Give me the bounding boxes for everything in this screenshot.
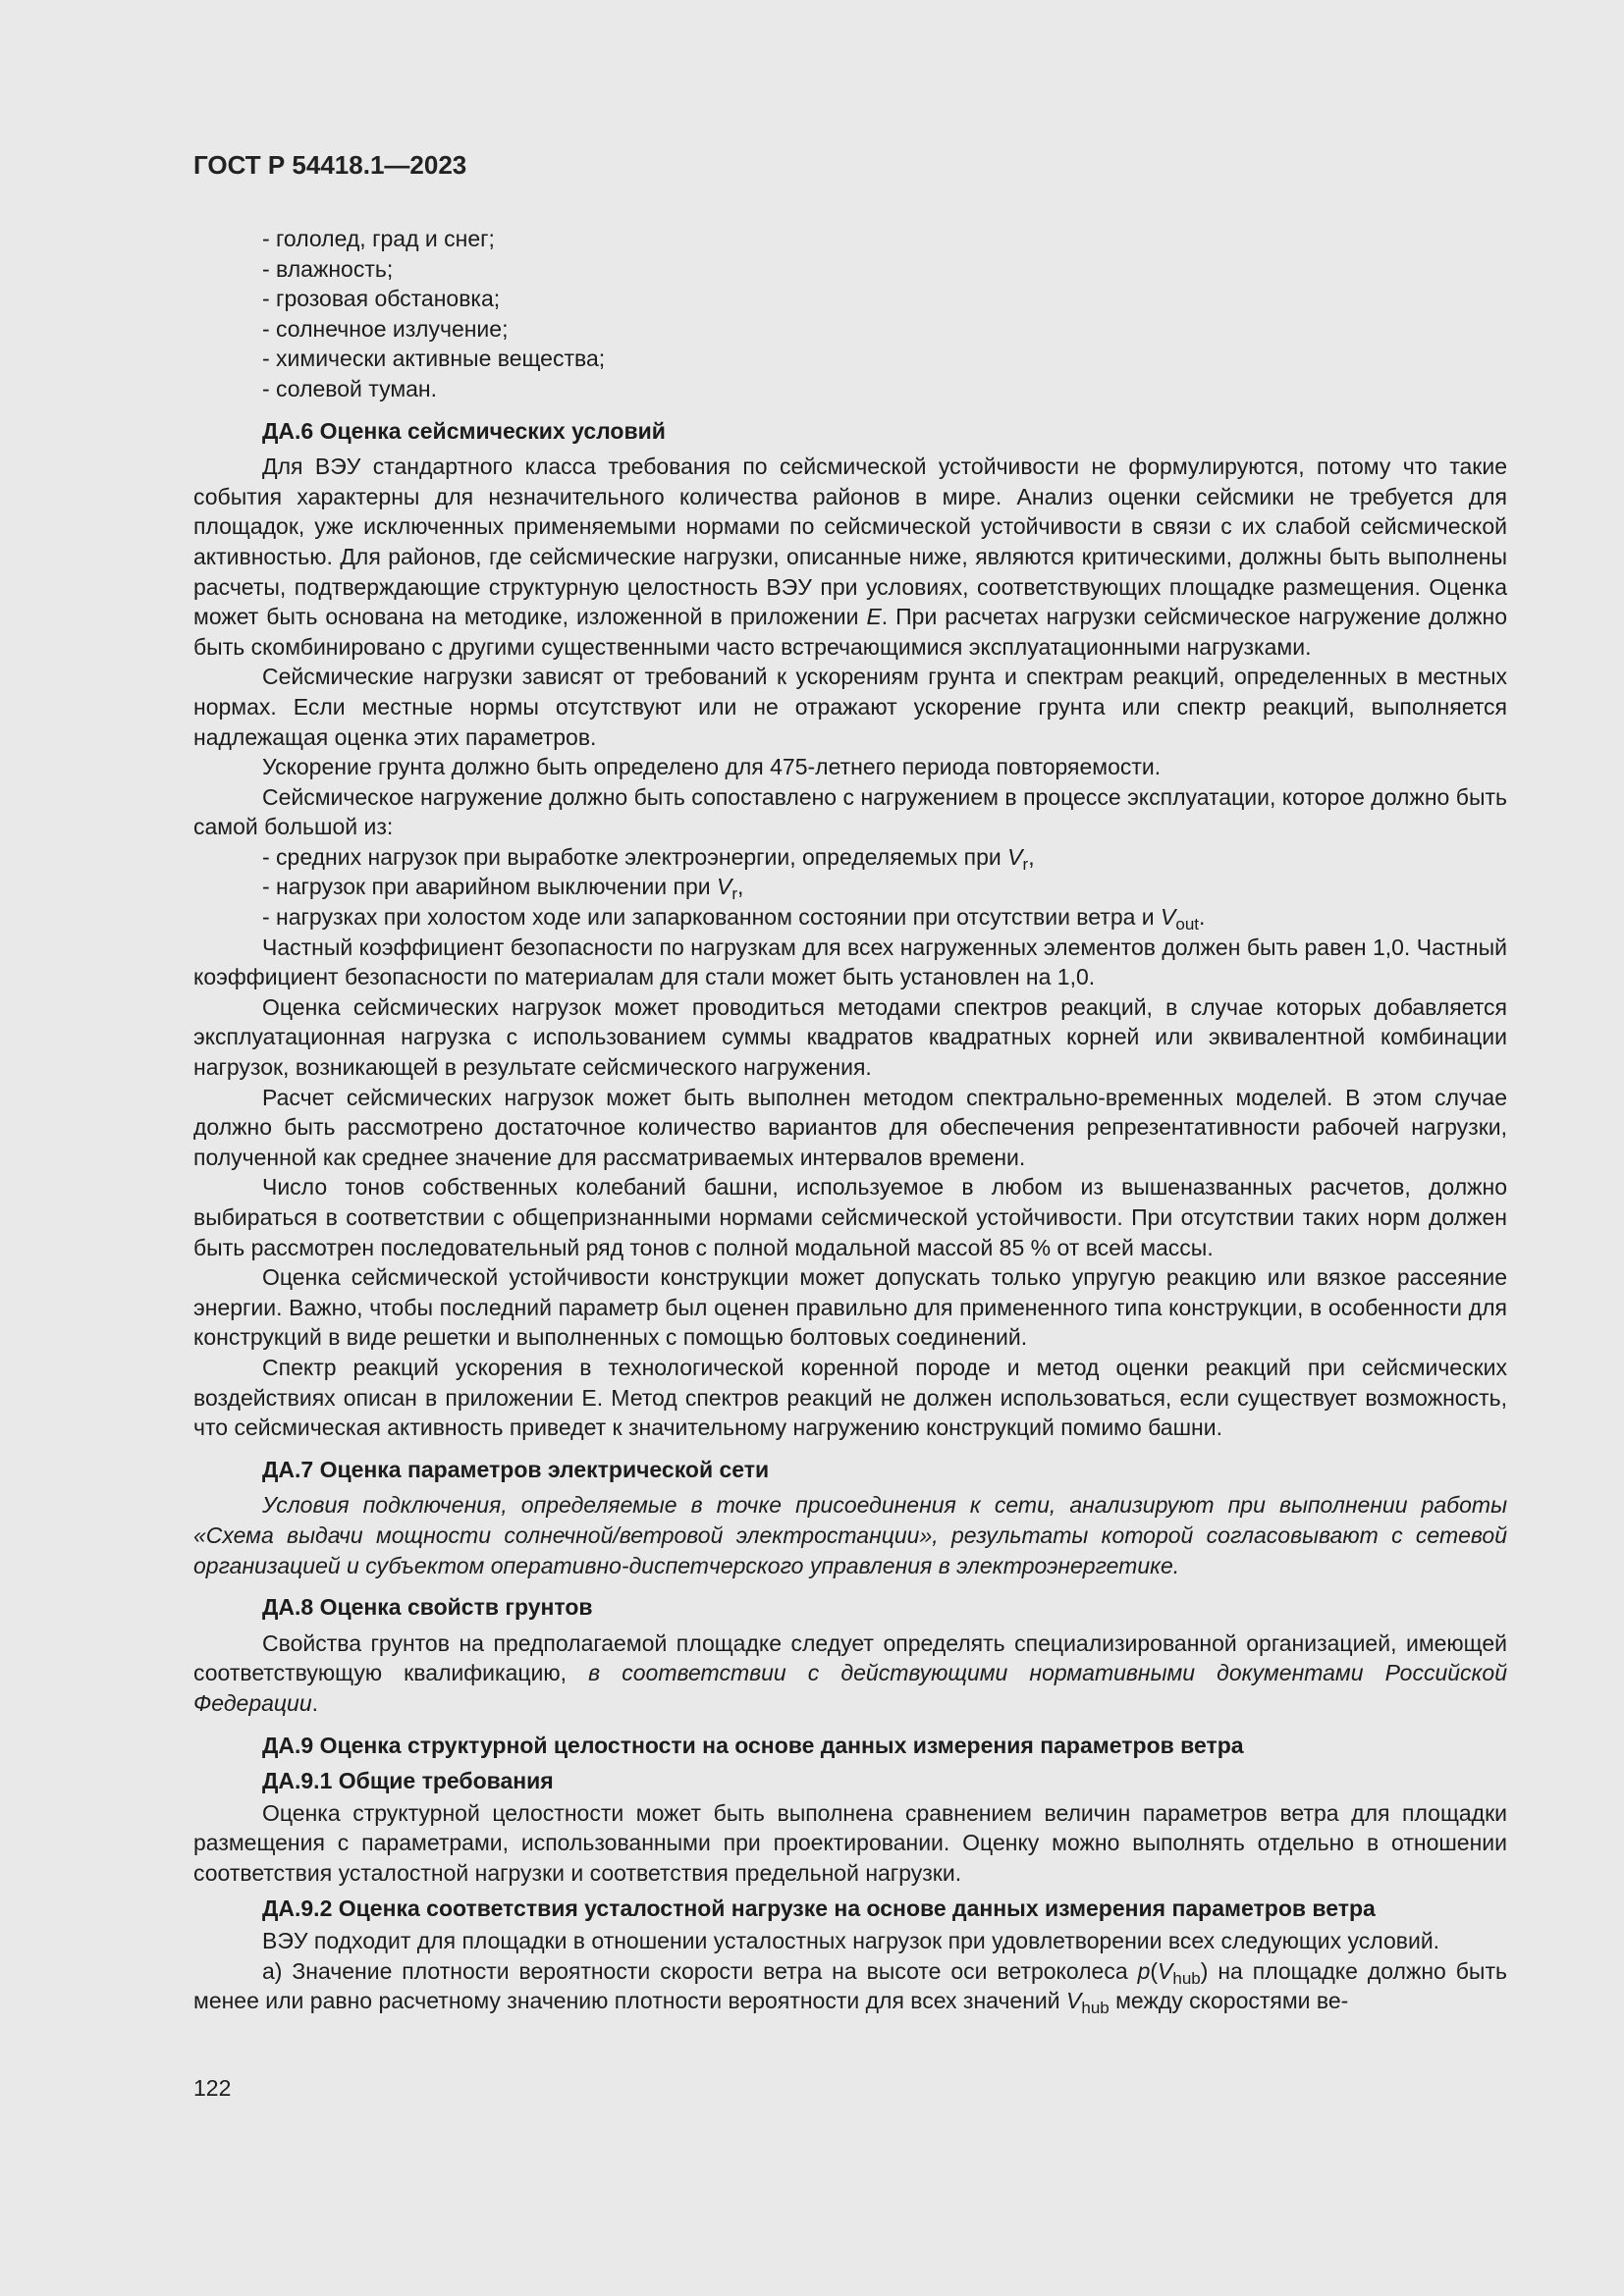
list-item: - влажность; bbox=[262, 255, 394, 282]
paragraph: а) Значение плотности вероятности скорости ветра на высоте оси ветроколеса $p(V_{hub})$ на площадке должно быть менее или равно расчетному значению плотности вероятности для всех значений $V_{hub}$ между скоростями ве- bbox=[193, 1957, 1507, 2018]
paragraph: ВЭУ подходит для площадки в отношении усталостных нагрузок при удовлетворении всех следующих условий. bbox=[262, 1928, 1440, 1954]
conditions-list bbox=[193, 224, 1507, 404]
list-item: - грозовая обстановка; bbox=[262, 286, 501, 312]
subsection-heading-da9-1: ДА.9.1 Общие требования bbox=[262, 1768, 554, 1794]
paragraph: Сейсмические нагрузки зависят от требований к ускорениям грунта и спектрам реакций, определенных в местных нормах. Если местные нормы отсутствуют или не отражают ускорение грунта или спектр реакций, выполняется надлежащая оценка этих параметров. bbox=[193, 664, 1507, 750]
paragraph: Свойства грунтов на предполагаемой площадке следует определять специализированной организацией, имеющей соответствующую квалификацию, в соответствии с действующими нормативными документами Российской Федерации. bbox=[193, 1629, 1508, 1716]
document-header: ГОСТ Р 54418.1—2023 bbox=[193, 150, 467, 180]
section-heading-da6: ДА.6 Оценка сейсмических условий bbox=[262, 417, 666, 444]
section-heading-da9: ДА.9 Оценка структурной целостности на основе данных измерения параметров ветра bbox=[262, 1732, 1244, 1758]
paragraph: Расчет сейсмических нагрузок может быть выполнен методом спектрально-временных моделей. В этом случае должно быть рассмотрено достаточное количество вариантов для обеспечения репрезентативности рабочей нагрузки, полученной как среднее значение для рассматриваемых интервалов времени. bbox=[193, 1084, 1507, 1170]
paragraph: Число тонов собственных колебаний башни, используемое в любом из вышеназванных расчетов, должно выбираться в соответствии с общепризнанными нормами сейсмической устойчивости. При отсутствии таких норм должен быть рассмотрен последовательный ряд тонов с полной модальной массой 85 % от всей массы. bbox=[193, 1174, 1507, 1260]
section-heading-da7: ДА.7 Оценка параметров электрической сети bbox=[262, 1456, 770, 1482]
subsection-heading-da9-2: ДА.9.2 Оценка соответствия усталостной нагрузке на основе данных измерения параметров ветра bbox=[262, 1896, 1376, 1922]
list-item: - нагрузках при холостом ходе или запаркованном состоянии при отсутствии ветра и $V_{out}$. bbox=[262, 904, 1206, 934]
paragraph: Оценка структурной целостности может быть выполнена сравнением величин параметров ветра для площадки размещения с параметрами, использованными при проектировании. Оценку можно выполнять отдельно в отношении соответствия усталостной нагрузки и соответствия предельной нагрузки. bbox=[193, 1799, 1507, 1886]
paragraph: Частный коэффициент безопасности по нагрузкам для всех нагруженных элементов должен быть равен 1,0. Частный коэффициент безопасности по материалам для стали может быть установлен на 1,0. bbox=[193, 934, 1507, 990]
page-content bbox=[193, 224, 1507, 2016]
list-item: - химически активные вещества; bbox=[262, 346, 606, 372]
paragraph: Условия подключения, определяемые в точке присоединения к сети, анализируют при выполнении работы «Схема выдачи мощности солнечной/ветровой электростанции», результаты которой согласовывают с сетевой организацией и субъектом оперативно-диспетчерского управления в электроэнергетике. bbox=[193, 1492, 1507, 1578]
list-item: - нагрузок при аварийном выключении при $V_r$, bbox=[262, 874, 744, 904]
list-item: - солевой туман. bbox=[262, 375, 438, 401]
list-item: - солнечное излучение; bbox=[262, 315, 509, 342]
page-number: 122 bbox=[193, 2075, 232, 2101]
paragraph: Оценка сейсмических нагрузок может проводиться методами спектров реакций, в случае которых добавляется эксплуатационная нагрузка с использованием суммы квадратов квадратных корней или эквивалентной комбинации нагрузок, возникающей в результате сейсмического нагружения. bbox=[193, 993, 1507, 1081]
paragraph: Ускорение грунта должно быть определено для 475-летнего периода повторяемости. bbox=[262, 754, 1162, 780]
section-heading-da8: ДА.8 Оценка свойств грунтов bbox=[262, 1594, 593, 1621]
paragraph: Для ВЭУ стандартного класса требования по сейсмической устойчивости не формулируются, потому что такие события характерны для незначительного количества районов в мире. Анализ оценки сейсмики не требуется для площадок, уже исключенных применяемыми нормами по сейсмической устойчивости в связи с их слабой сейсмической активностью. Для районов, где сейсмические нагрузки, описанные ниже, являются критическими, должны быть выполнены расчеты, подтверждающие структурную целостность ВЭУ при условиях, соответствующих площадке размещения. Оценка может быть основана на методике, изложенной в приложении Е. При расчетах нагрузки сейсмическое нагружение должно быть скомбинировано с другими существенными часто встречающимися эксплуатационными нагрузками. bbox=[193, 454, 1507, 660]
list-item: - гололед, град и снег; bbox=[262, 226, 495, 251]
paragraph: Спектр реакций ускорения в технологической коренной породе и метод оценки реакций при сейсмических воздействиях описан в приложении Е. Метод спектров реакций не должен использоваться, если существует возможность, что сейсмическая активность приведет к значительному нагружению конструкций помимо башни. bbox=[193, 1354, 1507, 1441]
list-item: - средних нагрузок при выработке электроэнергии, определяемых при $V_r$, bbox=[262, 843, 1035, 874]
paragraph: Сейсмическое нагружение должно быть сопоставлено с нагружением в процессе эксплуатации, которое должно быть самой большой из: bbox=[193, 783, 1507, 840]
paragraph: Оценка сейсмической устойчивости конструкции может допускать только упругую реакцию или вязкое рассеяние энергии. Важно, чтобы последний параметр был оценен правильно для примененного типа конструкции, в особенности для конструкций в виде решетки и выполненных с помощью болтовых соединений. bbox=[193, 1264, 1507, 1351]
